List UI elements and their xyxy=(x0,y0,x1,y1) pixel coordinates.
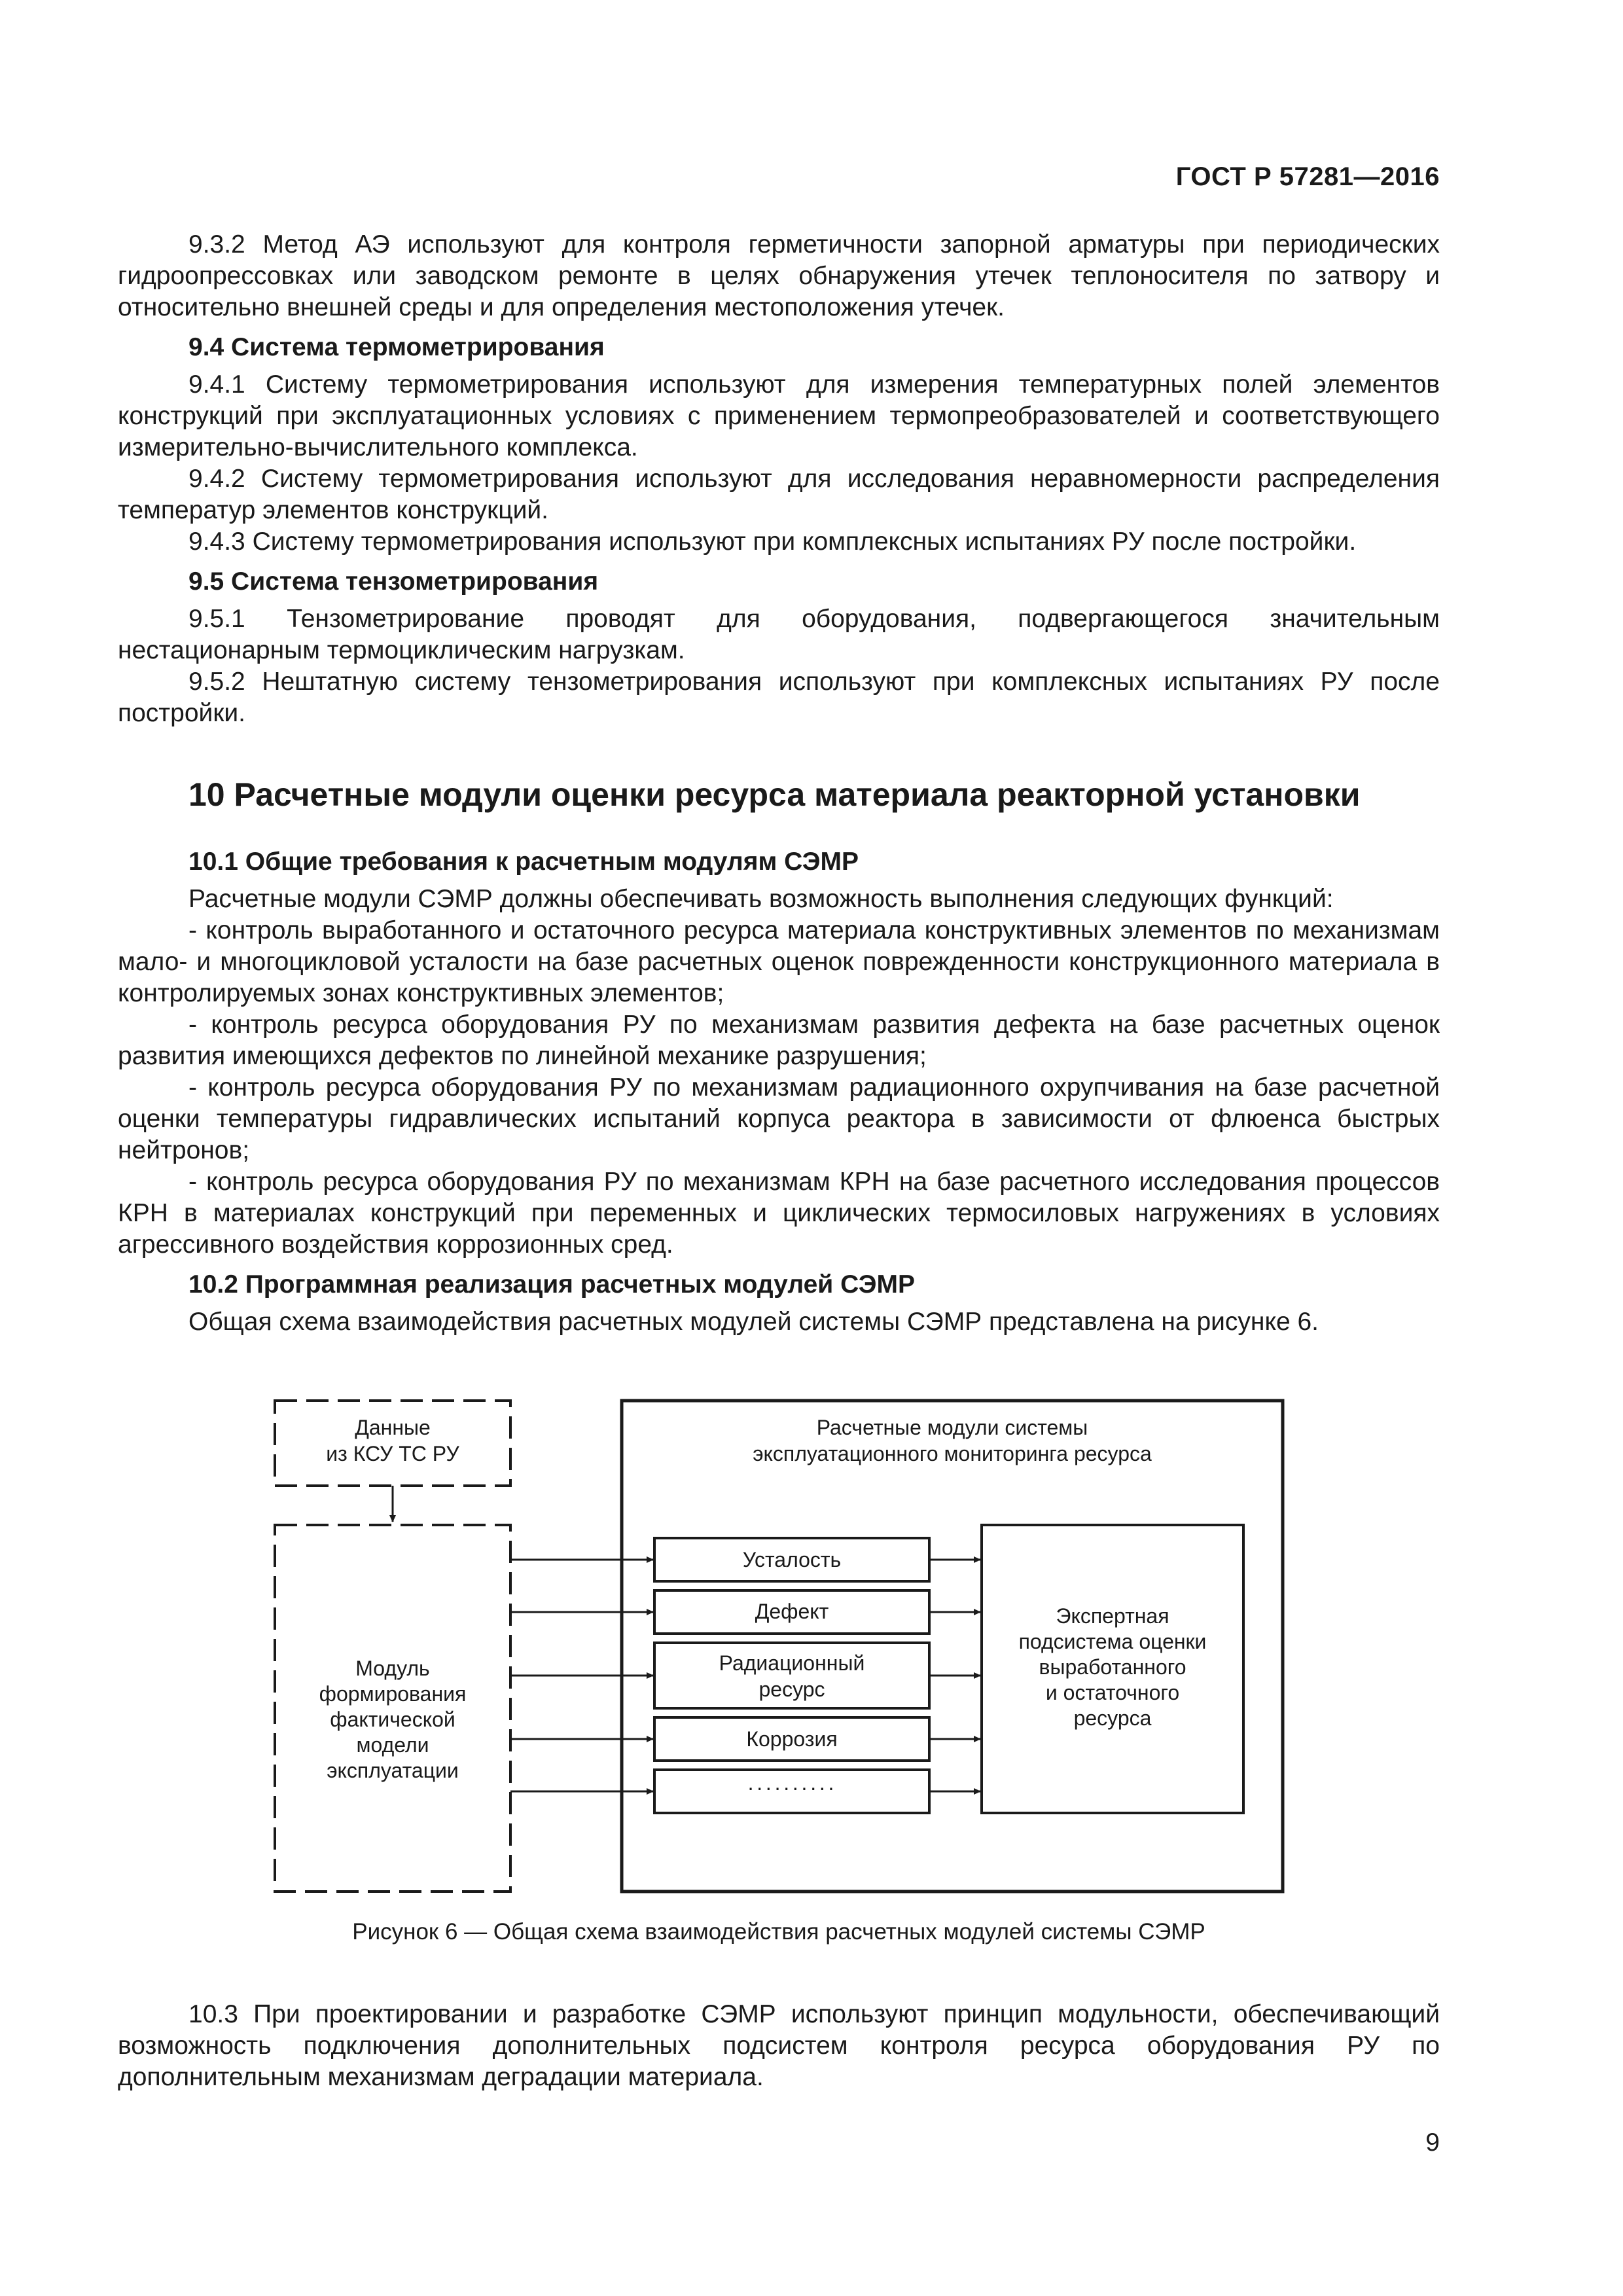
heading-9-5: 9.5 Система тензометрирования xyxy=(188,567,599,596)
paragraph-9-4-1: 9.4.1 Систему термометрирования используют для измерения температурных полей элементов конструкций при эксплуатационных условиях с применением термопреобразователей и соответствующего измерительно-вычислительного комплекса. xyxy=(118,370,1440,461)
model-line-5: эксплуатации xyxy=(327,1759,459,1782)
expert-line-5: ресурса xyxy=(1073,1706,1152,1730)
paragraph-10-2: Общая схема взаимодействия расчетных модулей системы СЭМР представлена на рисунке 6. xyxy=(188,1308,1319,1336)
heading-9-4: 9.4 Система термометрирования xyxy=(188,333,605,361)
module-fatigue-label: Усталость xyxy=(742,1548,842,1571)
module-radiation-label-1: Радиационный xyxy=(719,1651,865,1675)
figure-caption: Рисунок 6 — Общая схема взаимодействия расчетных модулей системы СЭМР xyxy=(352,1919,1205,1945)
document-code: ГОСТ Р 57281—2016 xyxy=(1175,162,1440,191)
model-line-1: Модуль xyxy=(355,1657,430,1680)
paragraph-9-4-3: 9.4.3 Систему термометрирования используют при комплексных испытаниях РУ после постройки. xyxy=(188,528,1357,556)
data-source-line-1: Данные xyxy=(355,1416,431,1439)
list-item-10-1-a: - контроль выработанного и остаточного ресурса материала конструктивных элементов по механизмам мало- и многоцикловой усталости на базе расчетных оценок поврежденности конструкционного материала в контролируемых зонах конструктивных элементов; xyxy=(118,916,1440,1007)
module-radiation-label-2: ресурс xyxy=(758,1677,825,1701)
heading-10-2: 10.2 Программная реализация расчетных модулей СЭМР xyxy=(188,1270,915,1299)
list-item-10-1-b: - контроль ресурса оборудования РУ по механизмам развития дефекта на базе расчетных оценок развития имеющихся дефектов по линейной механике разрушения; xyxy=(118,1011,1440,1070)
model-line-2: формирования xyxy=(319,1682,467,1706)
list-item-10-1-d: - контроль ресурса оборудования РУ по механизмам КРН на базе расчетного исследования процессов КРН в материалах конструкций при переменных и циклических термосиловых нагружениях в условиях агрессивного воздействия коррозионных сред. xyxy=(118,1168,1440,1259)
paragraph-9-3-2: 9.3.2 Метод АЭ используют для контроля герметичности запорной арматуры при периодических гидроопрессовках или заводском ремонте в целях обнаружения утечек теплоносителя по затвору и относительно внешней среды и для определения местоположения утечек. xyxy=(118,230,1440,321)
heading-10-1: 10.1 Общие требования к расчетным модулям СЭМР xyxy=(188,848,859,876)
model-line-4: модели xyxy=(356,1733,429,1757)
expert-line-1: Экспертная xyxy=(1056,1604,1169,1628)
calc-modules-title-2: эксплуатационного мониторинга ресурса xyxy=(753,1442,1152,1465)
heading-section-10: 10 Расчетные модули оценки ресурса материала реакторной установки xyxy=(188,776,1361,813)
figure-6-diagram xyxy=(118,1361,1440,1918)
expert-line-2: подсистема оценки xyxy=(1018,1630,1207,1653)
module-corrosion-label: Коррозия xyxy=(746,1727,838,1751)
diagram-svg xyxy=(118,1361,1440,1918)
list-item-10-1-c: - контроль ресурса оборудования РУ по механизмам радиационного охрупчивания на базе расчетной оценки температуры гидравлических испытаний корпуса реактора в зависимости от флюенса быстрых нейтронов; xyxy=(118,1073,1440,1164)
page-content xyxy=(118,229,1440,2093)
module-more-label: ·········· xyxy=(747,1776,837,1799)
paragraph-9-5-2: 9.5.2 Нештатную систему тензометрирования используют при комплексных испытаниях РУ после постройки. xyxy=(118,668,1440,727)
paragraph-10-1-intro: Расчетные модули СЭМР должны обеспечивать возможность выполнения следующих функций: xyxy=(188,885,1334,913)
module-defect-label: Дефект xyxy=(755,1600,829,1623)
expert-line-3: выработанного xyxy=(1039,1655,1186,1679)
page-number: 9 xyxy=(1425,2128,1440,2157)
expert-line-4: и остаточного xyxy=(1045,1681,1180,1704)
data-source-line-2: из КСУ ТС РУ xyxy=(326,1442,459,1465)
model-line-3: фактической xyxy=(330,1708,455,1731)
paragraph-9-4-2: 9.4.2 Систему термометрирования используют для исследования неравномерности распределения температур элементов конструкций. xyxy=(118,465,1440,524)
calc-modules-title-1: Расчетные модули системы xyxy=(816,1416,1088,1439)
paragraph-10-3: 10.3 При проектировании и разработке СЭМР используют принцип модульности, обеспечивающий возможность подключения дополнительных подсистем контроля ресурса оборудования РУ по дополнительным механизмам деградации материала. xyxy=(118,2000,1440,2091)
paragraph-9-5-1: 9.5.1 Тензометрирование проводят для оборудования, подвергающегося значительным нестационарным термоциклическим нагрузкам. xyxy=(118,605,1440,664)
